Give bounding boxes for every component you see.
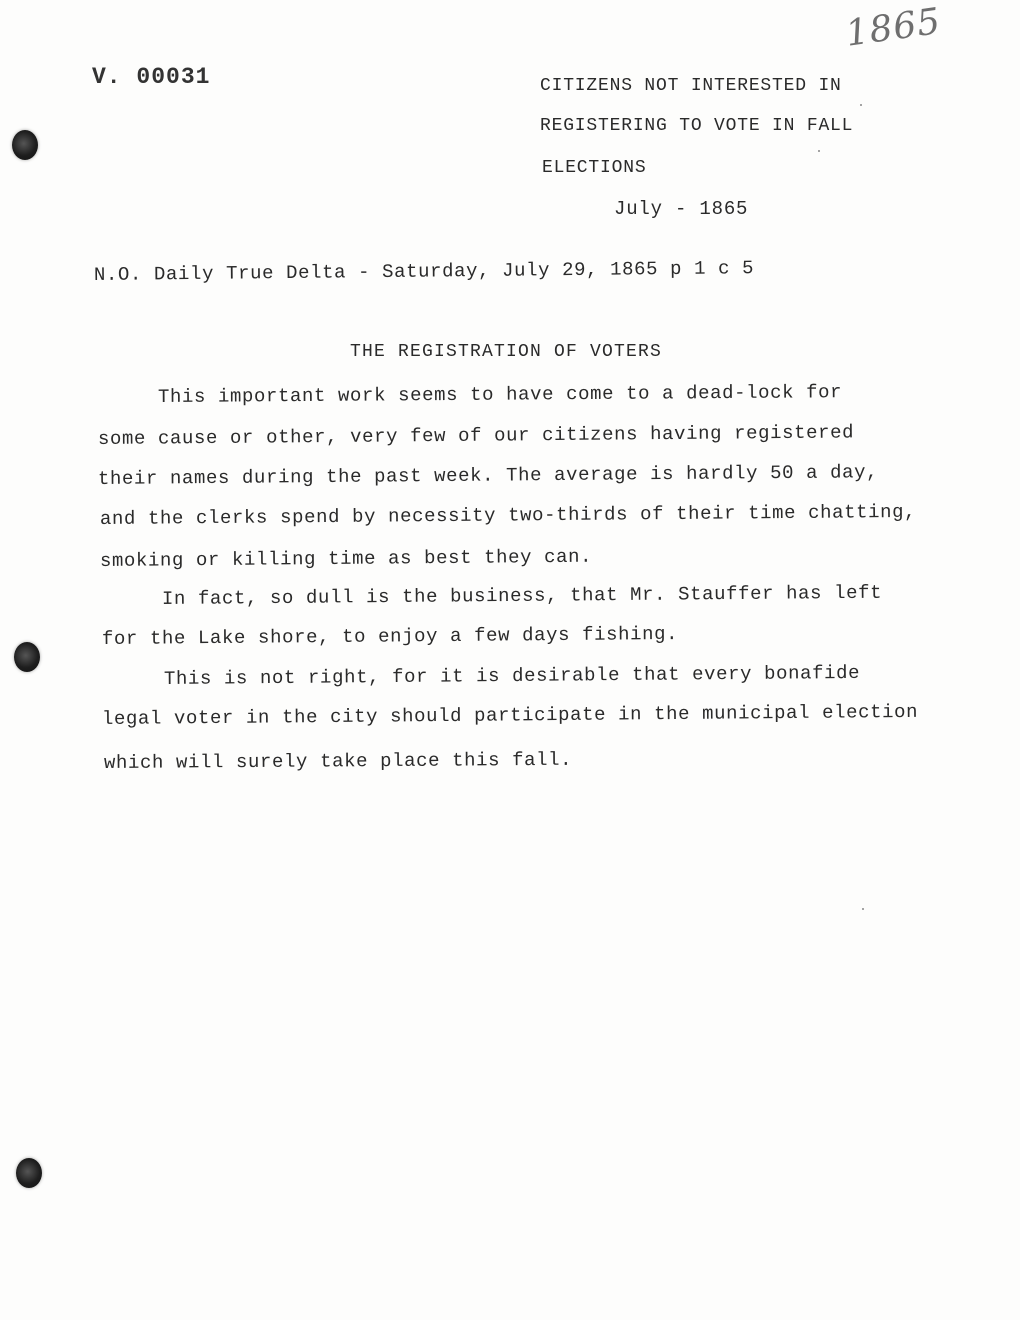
- paragraph-line: legal voter in the city should participate in the municipal election: [101, 700, 919, 730]
- paragraph-line: In fact, so dull is the business, that Mr. Stauffer has left: [161, 581, 883, 610]
- punch-hole: [14, 642, 40, 672]
- paragraph-line: This important work seems to have come to a dead-lock for: [157, 381, 843, 408]
- subject-line: REGISTERING TO VOTE IN FALL: [540, 116, 854, 136]
- paragraph-line: which will surely take place this fall.: [103, 748, 573, 774]
- paragraph-line: smoking or killing time as best they can.: [99, 545, 593, 572]
- scan-speck: [818, 150, 820, 152]
- handwritten-year: 1865: [843, 0, 944, 55]
- punch-hole: [16, 1158, 42, 1188]
- subject-line: ELECTIONS: [542, 158, 647, 178]
- source-citation: N.O. Daily True Delta - Saturday, July 29, 1865 p 1 c 5: [93, 257, 755, 286]
- document-number: V. 00031: [92, 64, 211, 90]
- paragraph-line: for the Lake shore, to enjoy a few days fishing.: [101, 622, 679, 650]
- paragraph-line: and the clerks spend by necessity two-thirds of their time chatting,: [99, 500, 917, 530]
- punch-hole: [12, 130, 38, 160]
- scan-speck: [860, 104, 862, 106]
- subject-date: July - 1865: [614, 198, 749, 220]
- scan-speck: [862, 908, 864, 910]
- paragraph-line: This is not right, for it is desirable that every bonafide: [163, 661, 861, 690]
- paragraph-line: their names during the past week. The average is hardly 50 a day,: [97, 461, 879, 490]
- article-title: THE REGISTRATION OF VOTERS: [350, 342, 663, 362]
- paragraph-line: some cause or other, very few of our citizens having registered: [97, 421, 855, 450]
- subject-line: CITIZENS NOT INTERESTED IN: [540, 76, 842, 96]
